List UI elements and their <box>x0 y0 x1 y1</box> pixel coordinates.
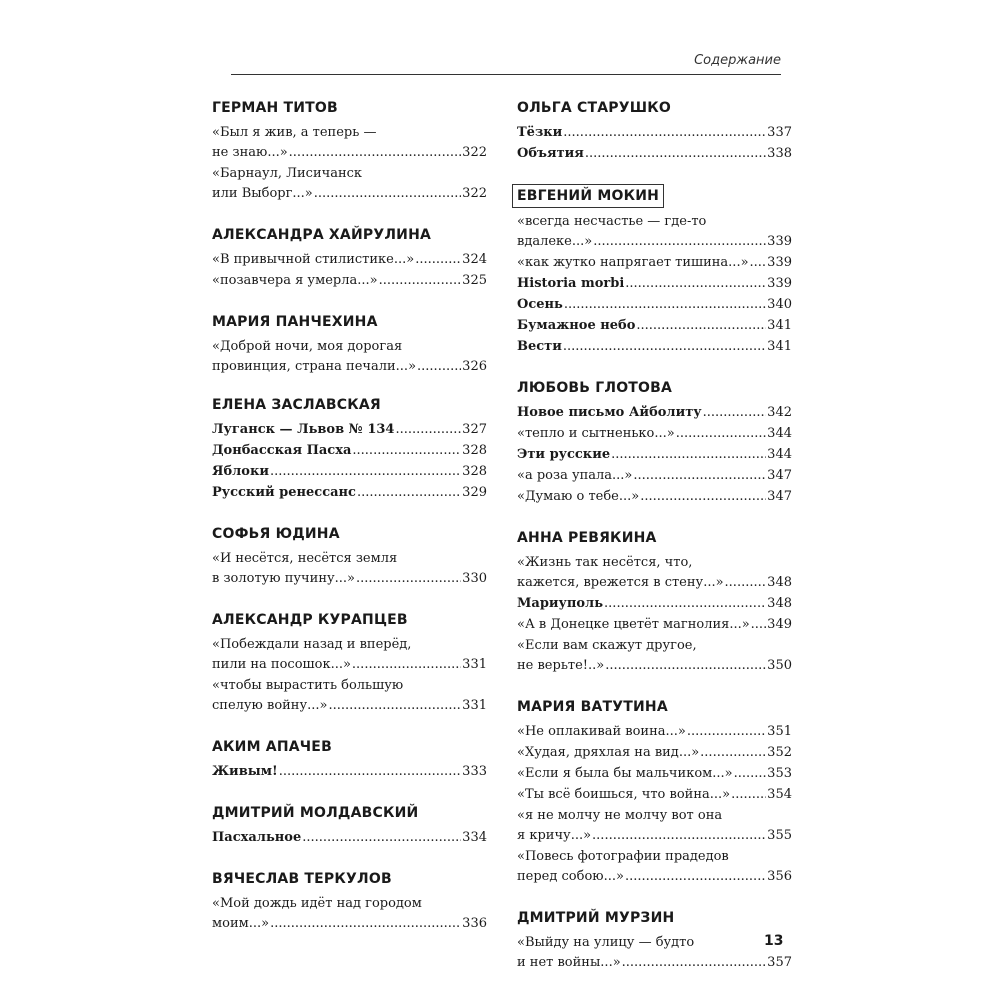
toc-entry-row <box>517 424 792 444</box>
toc-entry-row <box>517 232 792 252</box>
author-section <box>212 523 487 589</box>
toc-entry-row <box>517 144 792 164</box>
toc-entry-title: «Думаю о тебе...» <box>517 489 640 504</box>
author-name: АЛЕКСАНДРА ХАЙРУЛИНА <box>212 227 432 243</box>
page-number: 13 <box>764 933 784 949</box>
toc-entry-page: 334 <box>462 830 487 845</box>
author-name: АЛЕКСАНДР КУРАПЦЕВ <box>212 612 408 628</box>
toc-entry <box>212 676 487 716</box>
toc-entry-row <box>212 483 487 503</box>
toc-entry-page: 339 <box>767 234 792 249</box>
toc-entry <box>517 424 792 444</box>
toc-entry <box>212 762 487 782</box>
toc-entry-title: Мариуполь <box>517 596 604 611</box>
toc-entry <box>517 403 792 423</box>
toc-entry-row <box>517 487 792 507</box>
toc-entry-row <box>517 445 792 465</box>
dot-leader <box>750 253 767 273</box>
toc-entry-page: 328 <box>462 443 487 458</box>
toc-entry <box>517 487 792 507</box>
dot-leader <box>563 123 766 143</box>
toc-entry-row <box>212 696 487 716</box>
toc-entry-page: 339 <box>767 276 792 291</box>
toc-entry-page: 356 <box>767 869 792 884</box>
dot-leader <box>604 594 766 614</box>
toc-entry-row <box>517 295 792 315</box>
dot-leader <box>302 828 461 848</box>
toc-entry-title: «позавчера я умерла...» <box>212 273 378 288</box>
author-section <box>212 311 487 377</box>
toc-entry <box>212 250 487 270</box>
author-name: ГЕРМАН ТИТОВ <box>212 100 338 116</box>
toc-entry <box>517 764 792 784</box>
dot-leader <box>611 445 766 465</box>
toc-entry <box>517 933 792 973</box>
toc-entry-row <box>212 250 487 270</box>
dot-leader <box>357 483 461 503</box>
toc-entry-page: 331 <box>462 657 487 672</box>
dot-leader <box>585 144 766 164</box>
toc-entry-page: 325 <box>462 273 487 288</box>
toc-entry <box>517 722 792 742</box>
toc-entry-page: 324 <box>462 252 487 267</box>
toc-entry-title: не знаю...» <box>212 145 288 160</box>
toc-entry-page: 342 <box>767 405 792 420</box>
toc-entry-page: 328 <box>462 464 487 479</box>
toc-entry-title-line: «всегда несчастье — где-то <box>517 214 707 229</box>
author-section <box>212 97 487 204</box>
toc-entry-title: Пасхальное <box>212 830 302 845</box>
toc-entry-title: Живым! <box>212 764 278 779</box>
toc-entry <box>212 123 487 163</box>
dot-leader <box>687 722 766 742</box>
dot-leader <box>633 466 766 486</box>
toc-entry-title: «тепло и сытненько...» <box>517 426 675 441</box>
author-section <box>212 868 487 934</box>
toc-entry-row <box>212 569 487 589</box>
dot-leader <box>279 762 461 782</box>
dot-leader <box>395 420 461 440</box>
toc-entry <box>517 466 792 486</box>
toc-entry-page: 330 <box>462 571 487 586</box>
toc-entry-page: 348 <box>767 596 792 611</box>
running-head <box>231 52 781 75</box>
toc-entry <box>517 553 792 593</box>
dot-leader <box>415 250 461 270</box>
toc-entry-title: в золотую пучину...» <box>212 571 355 586</box>
toc-entry <box>212 894 487 934</box>
toc-entry-title-line: «Повесь фотографии прадедов <box>517 849 729 864</box>
dot-leader <box>356 569 461 589</box>
toc-entry-row <box>517 274 792 294</box>
toc-entry <box>517 636 792 676</box>
toc-entry-title: пили на посошок...» <box>212 657 351 672</box>
author-name: АКИМ АПАЧЕВ <box>212 739 332 755</box>
toc-entry <box>212 420 487 440</box>
toc-entry-row <box>517 337 792 357</box>
toc-entry-title-line: «Мой дождь идёт над городом <box>212 896 422 911</box>
author-section <box>517 184 792 357</box>
dot-leader <box>352 441 461 461</box>
author-name: СОФЬЯ ЮДИНА <box>212 526 340 542</box>
toc-entry <box>212 271 487 291</box>
dot-leader <box>703 403 767 423</box>
toc-entry-page: 357 <box>767 955 792 970</box>
toc-entry-page: 341 <box>767 318 792 333</box>
toc-entry-page: 344 <box>767 447 792 462</box>
toc-entry-title: «как жутко напрягает тишина...» <box>517 255 749 270</box>
toc-entry <box>212 828 487 848</box>
author-name: МАРИЯ ВАТУТИНА <box>517 699 668 715</box>
toc-entry-page: 338 <box>767 146 792 161</box>
toc-entry <box>212 483 487 503</box>
toc-entry-title-line: «Побеждали назад и вперёд, <box>212 637 412 652</box>
dot-leader <box>270 914 461 934</box>
toc-entry-page: 347 <box>767 468 792 483</box>
toc-entry-title: кажется, врежется в стену...» <box>517 575 724 590</box>
toc-entry-page: 326 <box>462 359 487 374</box>
author-name: ЕЛЕНА ЗАСЛАВСКАЯ <box>212 397 381 413</box>
toc-entry-page: 354 <box>767 787 792 802</box>
toc-entry-title: Бумажное небо <box>517 318 636 333</box>
toc-entry <box>517 594 792 614</box>
toc-entry-page: 336 <box>462 916 487 931</box>
toc-entry-page: 353 <box>767 766 792 781</box>
toc-entry-page: 341 <box>767 339 792 354</box>
toc-entry-row <box>517 403 792 423</box>
dot-leader <box>622 953 767 973</box>
toc-entry-row <box>517 722 792 742</box>
toc-entry <box>212 337 487 377</box>
toc-entry-row <box>212 914 487 934</box>
author-section <box>212 802 487 848</box>
toc-entry-row <box>212 762 487 782</box>
toc-entry-title: перед собою...» <box>517 869 624 884</box>
dot-leader <box>625 274 766 294</box>
toc-entry-row <box>517 615 792 635</box>
toc-entry-title-line: «я не молчу не молчу вот она <box>517 808 723 823</box>
author-section <box>212 736 487 782</box>
toc-column-right <box>517 97 792 974</box>
author-section <box>212 224 487 291</box>
toc-entry-row <box>212 655 487 675</box>
toc-entry-row <box>517 594 792 614</box>
toc-entry-title: провинция, страна печали...» <box>212 359 417 374</box>
dot-leader <box>731 785 766 805</box>
toc-entry-page: 348 <box>767 575 792 590</box>
toc-entry-title: «В привычной стилистике...» <box>212 252 415 267</box>
toc-entry-title-line: «Жизнь так несётся, что, <box>517 555 693 570</box>
toc-entry <box>517 615 792 635</box>
dot-leader <box>625 867 766 887</box>
toc-entry <box>517 806 792 846</box>
dot-leader <box>379 271 462 291</box>
toc-entry-title-line: «И несётся, несётся земля <box>212 551 398 566</box>
toc-entry-row <box>212 184 487 204</box>
toc-entry-row <box>212 462 487 482</box>
toc-entry-title: и нет войны...» <box>517 955 621 970</box>
toc-entry-page: 322 <box>462 186 487 201</box>
dot-leader <box>676 424 766 444</box>
toc-entry <box>517 785 792 805</box>
toc-entry-row <box>212 441 487 461</box>
author-section <box>517 97 792 164</box>
toc-entry-page: 344 <box>767 426 792 441</box>
toc-entry-title: спелую войну...» <box>212 698 328 713</box>
dot-leader <box>700 743 766 763</box>
toc-entry-page: 331 <box>462 698 487 713</box>
toc-entry-page: 333 <box>462 764 487 779</box>
toc-entry-title: я кричу...» <box>517 828 592 843</box>
author-name: ЛЮБОВЬ ГЛОТОВА <box>517 380 673 396</box>
toc-entry-title: Тёзки <box>517 125 563 140</box>
toc-entry-row <box>517 826 792 846</box>
toc-entry <box>517 337 792 357</box>
author-section <box>212 394 487 503</box>
toc-entry-page: 340 <box>767 297 792 312</box>
author-section <box>517 696 792 887</box>
toc-entry-page: 352 <box>767 745 792 760</box>
toc-entry-title: «А в Донецке цветёт магнолия...» <box>517 617 750 632</box>
author-name: ДМИТРИЙ МУРЗИН <box>517 910 675 926</box>
author-name: ДМИТРИЙ МОЛДАВСКИЙ <box>212 805 419 821</box>
dot-leader <box>417 357 461 377</box>
toc-entry-title: Вести <box>517 339 562 354</box>
toc-entry-title: «Если я была бы мальчиком...» <box>517 766 733 781</box>
author-section <box>212 609 487 716</box>
toc-entry <box>517 743 792 763</box>
toc-entry-row <box>212 357 487 377</box>
toc-entry-row <box>517 466 792 486</box>
dot-leader <box>593 232 766 252</box>
toc-entry-title: вдалеке...» <box>517 234 593 249</box>
author-section <box>517 907 792 973</box>
toc-entry-title: «а роза упала...» <box>517 468 633 483</box>
author-name: ВЯЧЕСЛАВ ТЕРКУЛОВ <box>212 871 392 887</box>
dot-leader <box>751 615 767 635</box>
toc-entry-title: не верьте!..» <box>517 658 605 673</box>
toc-entry-title: Новое письмо Айболиту <box>517 405 702 420</box>
dot-leader <box>640 487 766 507</box>
author-section <box>517 527 792 676</box>
toc-entry-row <box>517 316 792 336</box>
toc-entry-page: 351 <box>767 724 792 739</box>
toc-entry-title: или Выборг...» <box>212 186 313 201</box>
toc-entry-title: «Худая, дряхлая на вид...» <box>517 745 700 760</box>
toc-entry <box>517 212 792 252</box>
toc-entry-page: 349 <box>767 617 792 632</box>
toc-entry <box>517 316 792 336</box>
toc-entry-title: Эти русские <box>517 447 611 462</box>
toc-entry <box>517 144 792 164</box>
toc-entry-page: 337 <box>767 125 792 140</box>
toc-entry <box>212 462 487 482</box>
toc-entry <box>212 549 487 589</box>
toc-entry-page: 339 <box>767 255 792 270</box>
toc-entry <box>212 164 487 204</box>
toc-entry-row <box>517 253 792 273</box>
toc-entry-title-line: «Доброй ночи, моя дорогая <box>212 339 403 354</box>
toc-entry-page: 347 <box>767 489 792 504</box>
dot-leader <box>725 573 767 593</box>
toc-column-left <box>212 97 487 935</box>
toc-entry-title: Донбасская Пасха <box>212 443 352 458</box>
toc-entry-row <box>517 743 792 763</box>
toc-entry <box>212 441 487 461</box>
dot-leader <box>605 656 766 676</box>
toc-entry-title: Осень <box>517 297 563 312</box>
toc-entry-title-line: «Если вам скажут другое, <box>517 638 697 653</box>
dot-leader <box>352 655 461 675</box>
toc-entry-row <box>212 271 487 291</box>
dot-leader <box>592 826 766 846</box>
toc-entry-page: 327 <box>462 422 487 437</box>
toc-entry <box>517 847 792 887</box>
dot-leader <box>328 696 461 716</box>
toc-entry-row <box>517 573 792 593</box>
dot-leader <box>314 184 461 204</box>
toc-entry-row <box>517 867 792 887</box>
toc-entry-title-line: «Выйду на улицу — будто <box>517 935 695 950</box>
toc-entry-title-line: «Был я жив, а теперь — <box>212 125 377 140</box>
dot-leader <box>636 316 766 336</box>
dot-leader <box>564 295 766 315</box>
toc-entry-title: моим...» <box>212 916 270 931</box>
toc-entry-title: «Ты всё боишься, что война...» <box>517 787 731 802</box>
toc-entry-row <box>212 828 487 848</box>
toc-entry-page: 355 <box>767 828 792 843</box>
author-name: ЕВГЕНИЙ МОКИН <box>512 184 664 208</box>
toc-entry-title: Русский ренессанс <box>212 485 356 500</box>
toc-entry-title-line: «Барнаул, Лисичанск <box>212 166 363 181</box>
toc-entry-page: 350 <box>767 658 792 673</box>
dot-leader <box>563 337 766 357</box>
toc-entry-title: Объятия <box>517 146 584 161</box>
toc-entry-title: Яблоки <box>212 464 270 479</box>
dot-leader <box>270 462 461 482</box>
toc-entry <box>517 274 792 294</box>
toc-entry-row <box>517 123 792 143</box>
toc-entry <box>517 253 792 273</box>
toc-entry <box>517 295 792 315</box>
toc-entry-page: 322 <box>462 145 487 160</box>
author-name: АННА РЕВЯКИНА <box>517 530 657 546</box>
toc-entry-row <box>212 420 487 440</box>
toc-entry-row <box>517 953 792 973</box>
running-head-title: Содержание <box>694 53 781 68</box>
author-name: МАРИЯ ПАНЧЕХИНА <box>212 314 378 330</box>
toc-entry <box>212 635 487 675</box>
toc-entry-row <box>212 143 487 163</box>
toc-entry-title: Луганск — Львов № 134 <box>212 422 395 437</box>
toc-entry-row <box>517 785 792 805</box>
toc-entry <box>517 445 792 465</box>
toc-entry <box>517 123 792 143</box>
toc-entry-title: «Не оплакивай воина...» <box>517 724 686 739</box>
dot-leader <box>289 143 462 163</box>
dot-leader <box>734 764 767 784</box>
toc-entry-page: 329 <box>462 485 487 500</box>
toc-entry-title: Historia morbi <box>517 276 625 291</box>
author-section <box>517 377 792 507</box>
toc-entry-row <box>517 764 792 784</box>
toc-entry-title-line: «чтобы вырастить большую <box>212 678 404 693</box>
toc-entry-row <box>517 656 792 676</box>
author-name: ОЛЬГА СТАРУШКО <box>517 100 671 116</box>
